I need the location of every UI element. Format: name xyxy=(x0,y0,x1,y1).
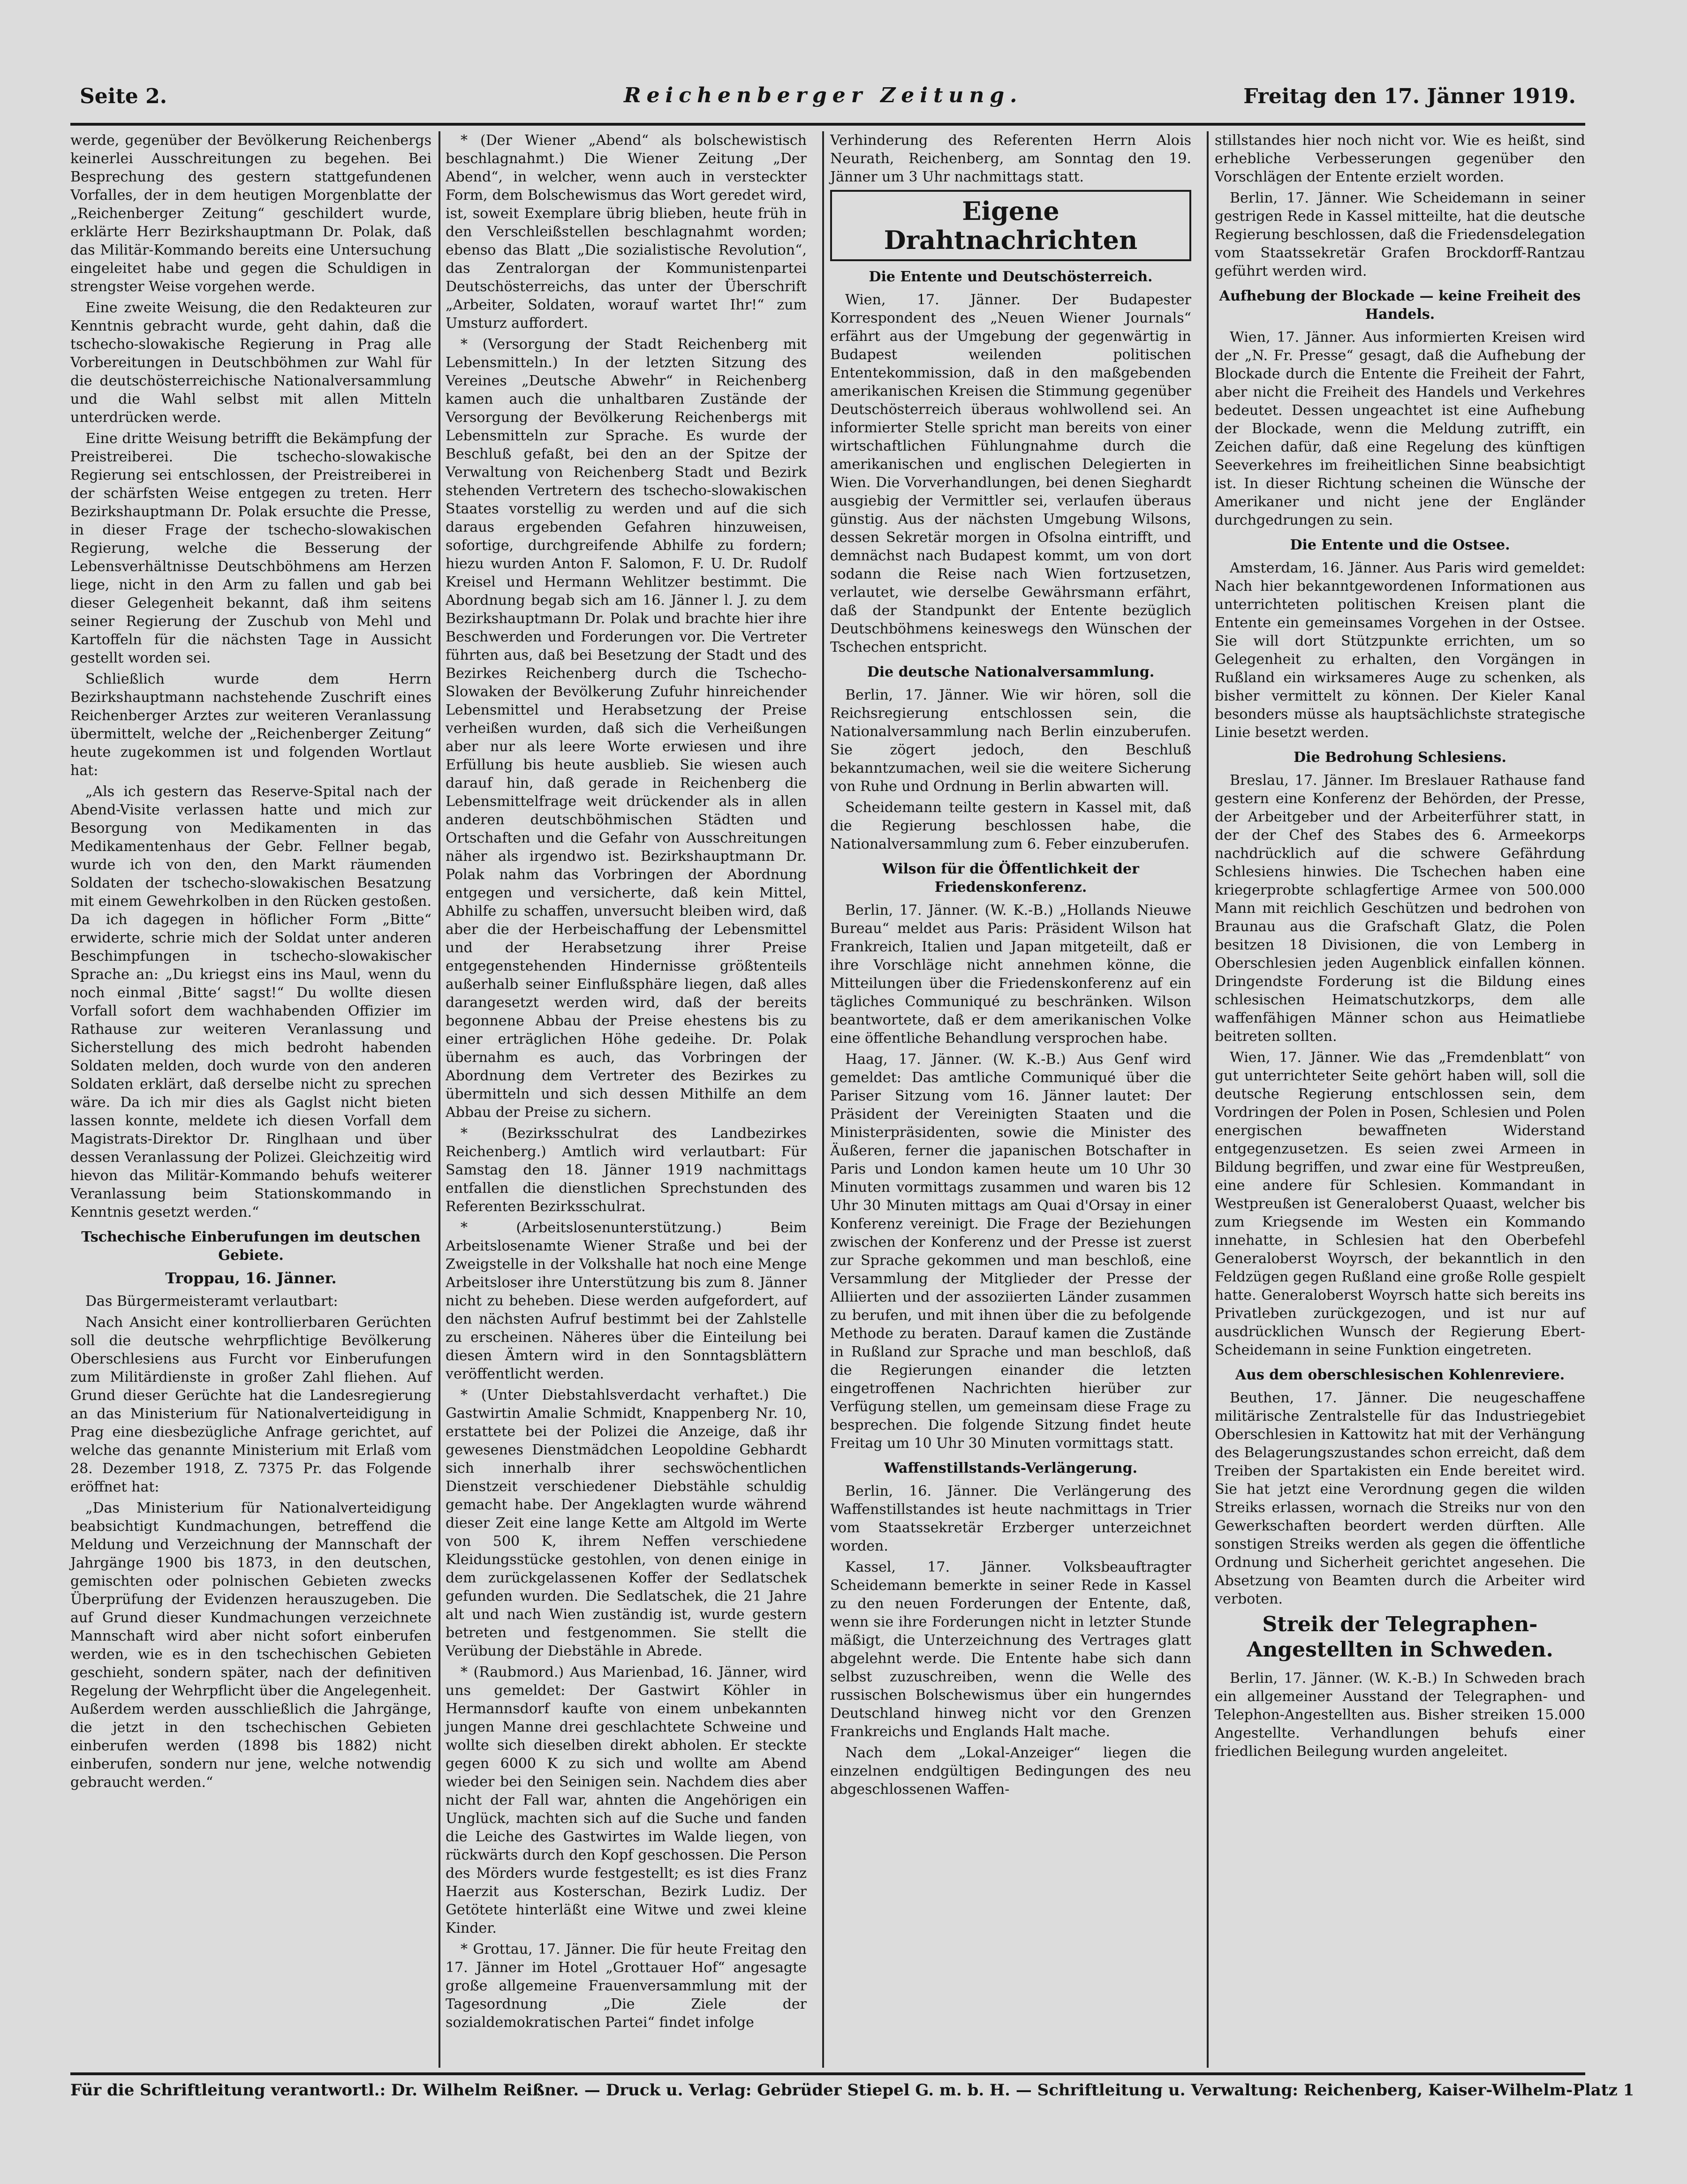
article-paragraph: Amsterdam, 16. Jänner. Aus Paris wird gemeldet: Nach hier bekanntgewordenen Informationen aus unterrichteten politischen Kreisen plant die Entente ein gemeinsames Vorgehen in der Ostsee. Sie will dort Stützpunkte errichten, um so Gelegenheit zu erhalten, den Vorgängen in Rußland ein wirksameres Auge zu schenken, als bisher vermittelt zu können. Der Kieler Kanal besonders müsse als hauptsächlichste strategische Linie besetzt werden. xyxy=(1215,560,1585,741)
page-number: Seite 2. xyxy=(80,84,167,108)
section-heading: Die Bedrohung Schlesiens. xyxy=(1294,749,1506,766)
article-paragraph: * (Der Wiener „Abend“ als bolschewistisch beschlagnahmt.) Die Wiener Zeitung „Der Abend“, in welcher, wenn auch in versteckter Form, dem Bolschewismus das Wort geredet wird, ist, soweit Exemplare übrig blieben, heute früh in den Verschleißstellen beschlagnahmt worden; ebenso das Blatt „Die sozialistische Revolution“, das Zentralorgan der Kommunistenpartei Deutschösterreichs, das unter der Überschrift „Arbeiter, Soldaten, worauf wartet Ihr!“ zum Umsturz auffordert. xyxy=(446,132,807,331)
article-paragraph: stillstandes hier noch nicht vor. Wie es heißt, sind erhebliche Verbesserungen gegenüber den Vorschlägen der Entente erzielt worden. xyxy=(1215,132,1585,185)
article-paragraph: * (Versorgung der Stadt Reichenberg mit Lebensmitteln.) In der letzten Sitzung des Vereines „Deutsche Abwehr“ in Reichenberg kamen auch die unhaltbaren Zustände der Versorgung der Bevölkerung Reichenbergs mit Lebensmitteln zur Sprache. Es wurde der Beschluß gefaßt, bei den an der Spitze der Verwaltung von Reichenberg Stadt und Bezirk stehenden Vertretern des tschecho-slowakischen Staates vorstellig zu werden und auf die sich daraus ergebenden Gefahren hinzuweisen, sofortige, durchgreifende Abhilfe zu fordern; hiezu wurden Anton F. Salomon, F. U. Dr. Rudolf Kreisel und Hermann Wehlitzer bestimmt. Die Abordnung begab sich am 16. Jänner l. J. zu dem Bezirkshauptmann Dr. Polak und brachte hier ihre Beschwerden und Forderungen vor. Die Vertreter führten aus, daß bei Besetzung der Stadt und des Bezirkes Reichenberg durch die Tschecho-Slowaken der Bevölkerung Zufuhr hinreichender Lebensmittel und Herabsetzung der Preise verheißen wurden, daß sich die Verheißungen aber nur als leere Worte erwiesen und ihre Erfüllung bis heute ausblieb. Sie wiesen auch darauf hin, daß gerade in Reichenberg die Lebensmittelfrage weit drückender als in allen anderen deutschböhmischen Städten und Ortschaften und die Gefahr von Ausschreitungen näher als irgendwo ist. Bezirkshauptmann Dr. Polak nahm das Vorbringen der Abordnung entgegen und versicherte, daß kein Mittel, Abhilfe zu schaffen, unversucht bleiben wird, daß aber die der Herbeischaffung der Lebensmittel und der Herabsetzung ihrer Preise entgegenstehenden Hindernisse größtenteils außerhalb seiner Einflußsphäre liegen, daß alles darangesetzt werden wird, daß der bereits begonnene Abbau der Preise ehestens bis zu einer erträglichen Höhe gedeihe. Dr. Polak übernahm es auch, das Vorbringen der Abordnung dem Vertreter des Bezirkes zu übermitteln und sich dessen Mithilfe an dem Abbau der Preise zu sichern. xyxy=(446,336,807,1121)
section-heading: Tschechische Einberufungen im deutschen Gebiete. xyxy=(81,1229,421,1264)
article-paragraph: „Als ich gestern das Reserve-Spital nach der Abend-Visite verlassen hatte und mich zur Besorgung von Medikamenten in das Medikamentenhaus der Gebr. Fellner begab, wurde ich von den, den Markt räumenden Soldaten der tschecho-slowakischen Besatzung mit einem Gewehrkolben in den Rücken gestoßen. Da ich dagegen in höflicher Form „Bitte“ erwiderte, schrie mich der Soldat unter anderen Beschimpfungen in tschecho-slowakischer Sprache an: „Du kriegst eins ins Maul, wenn du noch einmal ‚Bitte‘ sagst!“ Du wollte diesen Vorfall sofort dem wachhabenden Offizier im Rathause zur weiteren Veranlassung und Sicherstellung des mich bedroht habenden Soldaten melden, doch wurde von den anderen Soldaten erklärt, daß derselbe nicht zu sprechen wäre. Da ich mir dies als Gaglst nicht bieten lassen konnte, meldete ich diesen Vorfall dem Magistrats-Direktor Dr. Ringlhaan und über dessen Veranlassung der Polizei. Gleichzeitig wird hievon das Militär-Kommando behufs weiterer Veranlassung beim Stationskommando in Kenntnis gesetzt werden.“ xyxy=(70,783,431,1220)
dateline: Troppau, 16. Jänner. xyxy=(165,1269,337,1287)
section-heading: Aus dem oberschlesischen Kohlenreviere. xyxy=(1235,1367,1565,1383)
article-paragraph: Wien, 17. Jänner. Der Budapester Korrespondent des „Neuen Wiener Journals“ erfährt aus der Umgebung der gegenwärtig in Budapest weilenden politischen Ententekommission, daß in den maßgebenden amerikanischen Kreisen die Stimmung gegenüber Deutschösterreich überaus wohlwollend sei. An informierter Stelle spricht man bereits von einer wirtschaftlichen Fühlungnahme durch die amerikanischen und englischen Delegierten in Wien. Die Vorverhandlungen, bei denen Sieghardt ausgiebig der Vermittler sei, verlaufen überaus günstig. Aus der nächsten Umgebung Wilsons, dessen Sekretär morgen in Ofsolna eintrifft, und demnächst nach Budapest kommt, um von dort sodann die Reise nach Wien fortzusetzen, verlautet, wie derselbe Gewährsmann erfährt, daß der Standpunkt der Entente bezüglich Deutschböhmens keineswegs den Wünschen der Tschechen entspricht. xyxy=(830,292,1191,655)
article-paragraph: Haag, 17. Jänner. (W. K.-B.) Aus Genf wird gemeldet: Das amtliche Communiqué über die Pariser Sitzung vom 16. Jänner lautet: Der Präsident der Vereinigten Staaten und die Ministerpräsidenten, sowie die Minister des Äußeren, ferner die japanischen Botschafter in Paris und London kamen heute um 10 Uhr 30 Minuten vormittags zusammen und waren bis 12 Uhr 30 Minuten mittags am Quai d'Orsay in einer Konferenz vereinigt. Die Frage der Beziehungen zwischen der Konferenz und der Presse ist zuerst zur Sprache gekommen und man beschloß, eine Versammlung der Mitglieder der Presse der Alliierten und der assoziierten Länder zusammen zu berufen, und mit ihnen über die zu befolgende Methode zu beraten. Darauf kamen die Zustände in Rußland zur Sprache und man beschloß, daß die Regierungen einander die letzten eingetroffenen Nachrichten hierüber zur Verfügung stellen, um gemeinsam diese Frage zu besprechen. Die folgende Sitzung findet heute Freitag um 10 Uhr 30 Minuten vormittags statt. xyxy=(830,1051,1191,1452)
header-rule xyxy=(70,123,1585,126)
article-paragraph: Nach Ansicht einer kontrollierbaren Gerüchten soll die deutsche wehrpflichtige Bevölkerung Oberschlesiens aus Furcht vor Einberufungen zum Militärdienste in großer Zahl fliehen. Auf Grund dieser Gerüchte hat die Landesregierung an das Ministerium für Nationalverteidigung in Prag eine diesbezügliche Anfrage gerichtet, auf welche das genannte Ministerium mit Erlaß vom 28. Dezember 1918, Z. 7375 Pr. das Folgende eröffnet hat: xyxy=(70,1314,431,1495)
article-paragraph: Berlin, 17. Jänner. Wie Scheidemann in seiner gestrigen Rede in Kassel mitteilte, hat die deutsche Regierung beschlossen, daß die Friedensdelegation vom Staatssekretär Grafen Brockdorff-Rantzau geführt werden wird. xyxy=(1215,190,1585,279)
article-paragraph: Nach dem „Lokal-Anzeiger“ liegen die einzelnen endgültigen Bedingungen des neu abgeschlossenen Waffen- xyxy=(830,1745,1191,1798)
column-3 xyxy=(830,131,1191,2021)
article-paragraph: Wien, 17. Jänner. Wie das „Fremdenblatt“ von gut unterrichteter Seite gehört haben will, soll die deutsche Regierung entschlossen sein, dem Vordringen der Polen in Posen, Schlesien und Polen energischen bewaffneten Widerstand entgegenzusetzen. Es seien zwei Armeen in Bildung begriffen, und zwar eine für Westpreußen, eine andere für Schlesien. Kommandant in Westpreußen ist Generaloberst Quaast, welcher bis zum Kriegsende im Westen ein Kommando innehatte, in Schlesien hat den Oberbefehl Generaloberst Woyrsch, der bekanntlich in den Feldzügen gegen Rußland eine große Rolle gespielt hatte. Generaloberst Woyrsch hatte sich bereits ins Privatleben zurückgezogen, und ist nur auf ausdrücklichen Wunsch der Regierung Ebert-Scheidemann in seine Funktion eingetreten. xyxy=(1215,1049,1585,1358)
article-paragraph: Eine dritte Weisung betrifft die Bekämpfung der Preistreiberei. Die tschecho-slowakische Regierung sei entschlossen, der Preistreiberei in der schärfsten Weise entgegen zu treten. Herr Bezirkshauptmann Dr. Polak ersuchte die Presse, in dieser Frage der tschecho-slowakischen Regierung, welche die Besserung der Lebensverhältnisse Deutschböhmens am Herzen liege, nicht in den Arm zu fallen und gab bei dieser Gelegenheit bekannt, daß ihm seitens seiner Regierung der Zuschub von Mehl und Kartoffeln für die nächsten Tage in Aussicht gestellt worden sei. xyxy=(70,430,431,666)
article-paragraph: Wien, 17. Jänner. Aus informierten Kreisen wird der „N. Fr. Presse“ gesagt, daß die Aufhebung der Blockade durch die Entente die Freiheit der Fahrt, aber nicht die Freiheit des Handels und Verkehres bedeutet. Dessen ungeachtet ist eine Aufhebung der Blockade, wenn die Meldung zutrifft, ein Zeichen dafür, daß eine Regelung des künftigen Seeverkehres im freiheitlichen Sinne beabsichtigt ist. In dieser Richtung scheinen die Wünsche der Amerikaner und nicht jene der Engländer durchgedrungen zu sein. xyxy=(1215,329,1585,528)
newspaper-title: Reichenberger Zeitung. xyxy=(624,83,1023,107)
article-paragraph: * (Unter Diebstahlsverdacht verhaftet.) Die Gastwirtin Amalie Schmidt, Knappenberg Nr. 10, erstattete bei der Polizei die Anzeige, daß ihr gewesenes Dienstmädchen Leopoldine Gebhardt sich innerhalb ihrer sechswöchentlichen Dienstzeit verschiedener Diebstähle schuldig gemacht habe. Der Angeklagten wurde während dieser Zeit eine lange Kette am Altgold im Werte von 500 K, ihrem Neffen verschiedene Kleidungsstücke gestohlen, von denen einige in dem zurückgelassenen Koffer der Sedlatschek gefunden wurden. Die Sedlatschek, die 21 Jahre alt und nach Wien zuständig ist, wurde gestern betreten und festgenommen. Sie stellt die Verübung der Diebstähle in Abrede. xyxy=(446,1387,807,1659)
article-paragraph: Berlin, 17. Jänner. (W. K.-B.) „Hollands Nieuwe Bureau“ meldet aus Paris: Präsident Wilson hat Frankreich, Italien und Japan mitgeteilt, daß er ihre Vorschläge nicht annehmen könne, die Mitteilungen über die Friedenskonferenz auf ein tägliches Communiqué zu beschränken. Wilson beantwortete, daß er dem amerikanischen Volke eine öffentliche Behandlung versprochen habe. xyxy=(830,902,1191,1047)
column-1 xyxy=(70,131,431,2021)
section-heading: Die deutsche Nationalversammlung. xyxy=(867,664,1155,680)
article-paragraph: * (Raubmord.) Aus Marienbad, 16. Jänner, wird uns gemeldet: Der Gastwirt Köhler in Hermannsdorf kaufte von einem unbekannten jungen Manne drei geschlachtete Schweine und wollte sich dieselben direkt abholen. Er steckte gegen 6000 K zu sich und wollte am Abend wieder bei den Seinigen sein. Nachdem dies aber nicht der Fall war, ahnten die Angehörigen ein Unglück, machten sich auf die Suche und fanden die Leiche des Gastwirtes im Walde liegen, von rückwärts durch den Kopf geschossen. Die Person des Mörders wurde festgestellt; es ist dies Franz Haerzit aus Kosterschan, Bezirk Ludiz. Der Getötete hinterläßt eine Witwe und zwei kleine Kinder. xyxy=(446,1664,807,1936)
article-paragraph: Berlin, 16. Jänner. Die Verlängerung des Waffenstillstandes ist heute nachmittags in Trier vom Staatssekretär Erzberger unterzeichnet worden. xyxy=(830,1483,1191,1554)
column-2 xyxy=(446,131,807,2031)
article-paragraph: Kassel, 17. Jänner. Volksbeauftragter Scheidemann bemerkte in seiner Rede in Kassel zu den neuen Forderungen der Entente, daß, wenn sie ihre Forderungen nicht in letzter Stunde mäßigt, die Unterzeichnung des Vertrages glatt abgelehnt werde. Die Entente habe sich dann selbst zuzuschreiben, wenn die Welle des russischen Bolschewismus über ein hungerndes Deutschland hinweg nicht vor den Grenzen Frankreichs und Englands Halt mache. xyxy=(830,1559,1191,1740)
article-paragraph: Schließlich wurde dem Herrn Bezirkshauptmann nachstehende Zuschrift eines Reichenberger Arztes zur weiteren Veranlassung übermittelt, welche der „Reichenberger Zeitung“ heute zugekommen ist und folgenden Wortlaut hat: xyxy=(70,671,431,779)
article-paragraph: Beuthen, 17. Jänner. Die neugeschaffene militärische Zentralstelle für das Industriegebiet Oberschlesien in Kattowitz hat mit der Verhängung des Belagerungszustandes schon erreicht, daß dem Treiben der Spartakisten ein Ende bereitet wird. Sie hat jetzt eine Verordnung gegen die wilden Streiks erlassen, wornach die Streiks nur von den Gewerkschaften beordert werden dürften. Alle sonstigen Streiks werden als gegen die öffentliche Ordnung und Sicherheit gerichtet angesehen. Die Absetzung von Beamten durch die Arbeiter wird verboten. xyxy=(1215,1390,1585,1607)
issue-date: Freitag den 17. Jänner 1919. xyxy=(1243,84,1576,108)
section-heading: Wilson für die Öffentlichkeit der Friedenskonferenz. xyxy=(882,861,1139,896)
article-paragraph: Verhinderung des Referenten Herrn Alois Neurath, Reichenberg, am Sonntag den 19. Jänner um 3 Uhr nachmittags statt. xyxy=(830,132,1191,185)
section-heading: Die Entente und Deutschösterreich. xyxy=(869,269,1153,285)
article-paragraph: werde, gegenüber der Bevölkerung Reichenbergs keinerlei Ausschreitungen zu begehen. Bei Besprechung des gestern stattgefundenen Vorfalles, der in dem heutigen Morgenblatte der „Reichenberger Zeitung“ geschildert wurde, erklärte Herr Bezirkshauptmann Dr. Polak, daß das Militär-Kommando bereits eine Untersuchung eingeleitet habe und gegen die Schuldigen in strengster Weise vorgehen werde. xyxy=(70,132,431,295)
article-paragraph: Berlin, 17. Jänner. (W. K.-B.) In Schweden brach ein allgemeiner Ausstand der Telegraphen- und Telephon-Angestellten aus. Bisher streiken 15.000 Angestellte. Verhandlungen behufs einer friedlichen Beilegung wurden angeleitet. xyxy=(1215,1670,1585,1760)
section-banner: Eigene Drahtnachrichten xyxy=(830,190,1191,261)
section-heading: Die Entente und die Ostsee. xyxy=(1290,537,1510,553)
article-paragraph: „Das Ministerium für Nationalverteidigung beabsichtigt Kundmachungen, betreffend die Meldung und Verzeichnung der Mannschaft der Jahrgänge 1900 bis 1873, in den deutschen, gemischten oder polnischen Gebieten zwecks Überprüfung der Evidenzen herauszugeben. Die auf Grund dieser Kundmachungen verzeichnete Mannschaft wird aber nicht sofort einberufen werden, wie es in den tschechischen Gebieten geschieht, sondern später, nach der definitiven Regelung der Wehrpflicht über die Angelegenheit. Außerdem werden ausschließlich die Jahrgänge, die jetzt in den tschechischen Gebieten einberufen werden (1898 bis 1882) nicht einberufen, sondern nur jene, welche notwendig gebraucht werden.“ xyxy=(70,1500,431,1791)
column-divider xyxy=(439,131,440,2068)
article-paragraph: Eine zweite Weisung, die den Redakteuren zur Kenntnis gebracht wurde, geht dahin, daß die tschecho-slowakische Regierung in Prag alle Vorbereitungen in Deutschböhmen zur Wahl für die deutschösterreichische Nationalversammlung und die Wahl selbst mit allen Mitteln unterdrücken werde. xyxy=(70,300,431,426)
column-divider xyxy=(1207,131,1209,2068)
article-paragraph: Breslau, 17. Jänner. Im Breslauer Rathause fand gestern eine Konferenz der Behörden, der Presse, der Arbeitgeber und der Arbeiterführer statt, in der der Chef des Stabes des 6. Armeekorps nachdrücklich auf die schwere Gefährdung Schlesiens hinwies. Die Tschechen haben eine kriegerprobte schlagfertige Armee von 500.000 Mann mit reichlich Geschützen und bedrohen von Braunau aus die Grafschaft Glatz, die Polen besitzen 18 Divisionen, die von Lemberg in Oberschlesien jeden Augenblick einfallen können. Dringendste Forderung ist die Bildung eines schlesischen Heimatschutzkorps, dem alle waffenfähigen Männer schon aus Heimatliebe beitreten sollten. xyxy=(1215,772,1585,1045)
column-divider xyxy=(822,131,824,2068)
page-header xyxy=(70,80,1585,113)
article-paragraph: Das Bürgermeisteramt verlautbart: xyxy=(85,1293,338,1310)
column-4 xyxy=(1215,131,1585,2021)
article-paragraph: Scheidemann teilte gestern in Kassel mit, daß die Regierung beschlossen habe, die Nationalversammlung zum 6. Feber einzuberufen. xyxy=(830,799,1191,852)
footer-rule xyxy=(70,2072,1585,2075)
section-heading: Aufhebung der Blockade — keine Freiheit des Handels. xyxy=(1219,288,1581,323)
article-paragraph: * (Bezirksschulrat des Landbezirkes Reichenberg.) Amtlich wird verlautbart: Für Samstag den 18. Jänner 1919 nachmittags entfallen die dienstlichen Sprechstunden des Referenten Bezirksschulrat. xyxy=(446,1125,807,1215)
section-heading: Waffenstillstands-Verlängerung. xyxy=(884,1460,1138,1476)
imprint-footer: Für die Schriftleitung verantwortl.: Dr. Wilhelm Reißner. — Druck u. Verlag: Gebrüder Stiepel G. m. b. H. — Schriftleitung u. Verwaltung: Reichenberg, Kaiser-Wilhelm-Platz 1 xyxy=(70,2081,1634,2100)
section-banner: Streik der Telegraphen-Angestellten in Schweden. xyxy=(1247,1612,1553,1662)
article-paragraph: Berlin, 17. Jänner. Wie wir hören, soll die Reichsregierung entschlossen sein, die Nationalversammlung nach Berlin einzuberufen. Sie zögert jedoch, den Beschluß bekanntzumachen, weil sie die weitere Sicherung von Ruhe und Ordnung in Berlin abwarten will. xyxy=(830,687,1191,795)
article-paragraph: * (Arbeitslosenunterstützung.) Beim Arbeitslosenamte Wiener Straße und bei der Zweigstelle in der Volkshalle hat noch eine Menge Arbeitsloser ihre Unterstützung bis zum 8. Jänner nicht zu beheben. Diese werden aufgefordert, auf den nächsten Aufruf bestimmt bei der Zahlstelle zu erscheinen. Näheres über die Einteilung bei diesen Ämtern wird in den Sonntagsblättern veröffentlicht werden. xyxy=(446,1220,807,1382)
article-paragraph: * Grottau, 17. Jänner. Die für heute Freitag den 17. Jänner im Hotel „Grottauer Hof“ angesagte große allgemeine Frauenversammlung mit der Tagesordnung „Die Ziele der sozialdemokratischen Partei“ findet infolge xyxy=(446,1941,807,2031)
